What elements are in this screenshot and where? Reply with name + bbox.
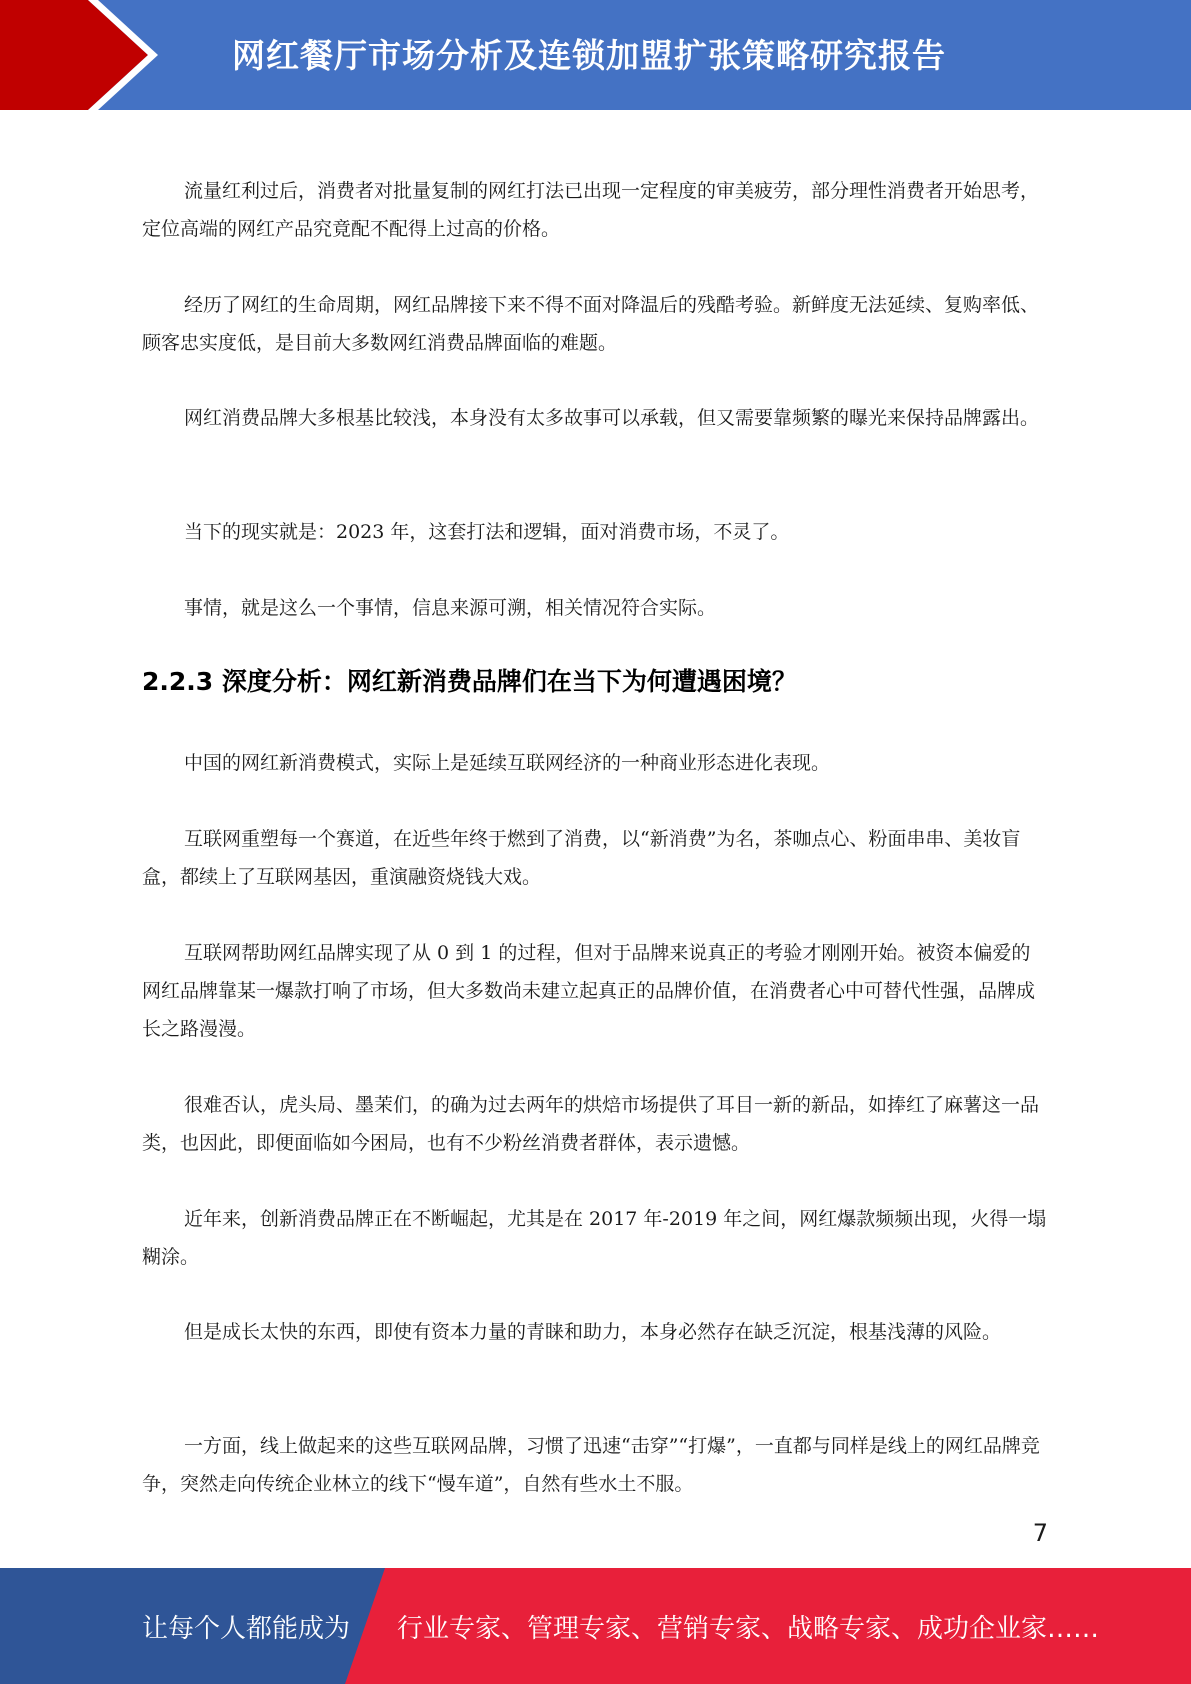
paragraph: 中国的网红新消费模式，实际上是延续互联网经济的一种商业形态进化表现。	[184, 752, 831, 774]
paragraph: 很难否认，虎头局、墨茉们，的确为过去两年的烘焙市场提供了耳目一新的新品，如捧红了麻薯这一品类，也因此，即便面临如今困局，也有不少粉丝消费者群体，表示遗憾。	[142, 1094, 1040, 1154]
paragraph: 互联网重塑每一个赛道，在近些年终于燃到了消费，以“新消费”为名，茶咖点心、粉面串串、美妆盲盒，都续上了互联网基因，重演融资烧钱大戏。	[142, 828, 1021, 888]
paragraph: 流量红利过后，消费者对批量复制的网红打法已出现一定程度的审美疲劳，部分理性消费者开始思考，定位高端的网红产品究竟配不配得上过高的价格。	[142, 180, 1040, 240]
page-number: 7	[1032, 1519, 1048, 1547]
section-heading: 2.2.3 深度分析：网红新消费品牌们在当下为何遭遇困境？	[142, 667, 797, 696]
paragraph: 经历了网红的生命周期，网红品牌接下来不得不面对降温后的残酷考验。新鲜度无法延续、复购率低、顾客忠实度低，是目前大多数网红消费品牌面临的难题。	[142, 294, 1040, 354]
paragraph: 事情，就是这么一个事情，信息来源可溯，相关情况符合实际。	[184, 597, 717, 619]
paragraph: 近年来，创新消费品牌正在不断崛起，尤其是在 2017 年-2019 年之间，网红爆款频频出现，火得一塌糊涂。	[142, 1208, 1047, 1268]
paragraph: 当下的现实就是：2023 年，这套打法和逻辑，面对消费市场，不灵了。	[184, 521, 790, 543]
header-red-chevron	[0, 0, 148, 110]
paragraph: 一方面，线上做起来的这些互联网品牌，习惯了迅速“击穿”“打爆”，一直都与同样是线上的网红品牌竞争，突然走向传统企业林立的线下“慢车道”，自然有些水土不服。	[142, 1435, 1040, 1495]
footer-slogan-right: 行业专家、管理专家、营销专家、战略专家、成功企业家……	[397, 1614, 1100, 1644]
paragraph: 互联网帮助网红品牌实现了从 0 到 1 的过程，但对于品牌来说真正的考验才刚刚开始。被资本偏爱的网红品牌靠某一爆款打响了市场，但大多数尚未建立起真正的品牌价值，在消费者心中可替代性强，品牌成长之路漫漫。	[142, 942, 1036, 1040]
paragraph: 但是成长太快的东西，即使有资本力量的青睐和助力，本身必然存在缺乏沉淀，根基浅薄的风险。	[184, 1321, 1002, 1343]
header-chevron-decoration	[0, 0, 160, 110]
paragraph: 网红消费品牌大多根基比较浅，本身没有太多故事可以承载，但又需要靠频繁的曝光来保持品牌露出。	[184, 407, 1040, 429]
page-header	[0, 0, 1191, 110]
report-title: 网红餐厅市场分析及连锁加盟扩张策略研究报告	[232, 36, 946, 75]
page-footer	[0, 1568, 1191, 1684]
footer-slogan-left: 让每个人都能成为	[142, 1614, 351, 1644]
